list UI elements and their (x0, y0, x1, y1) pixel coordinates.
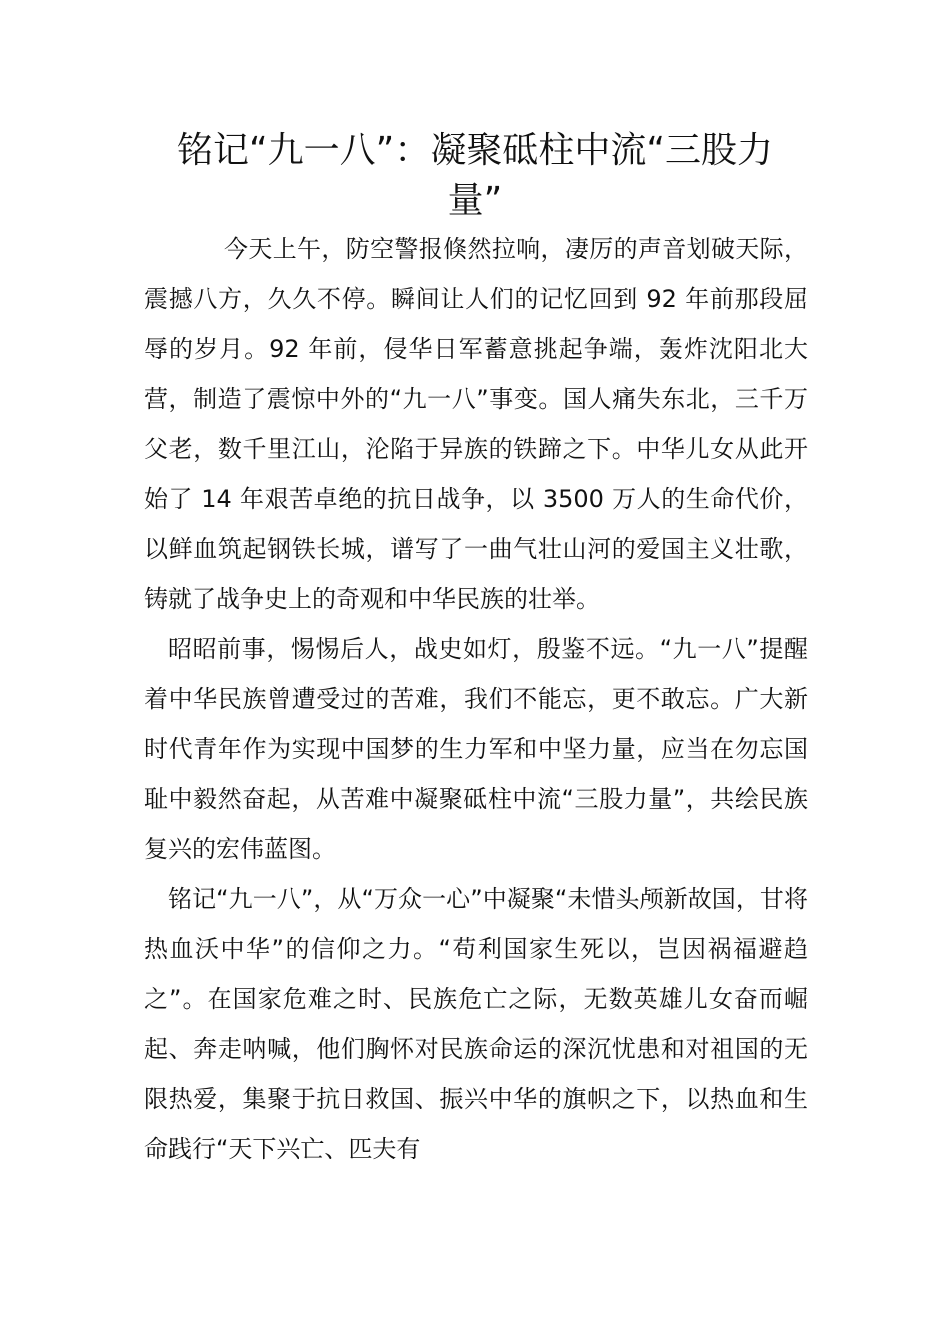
document-title: 铭记“九一八”：凝聚砥柱中流“三股力量” (177, 130, 773, 221)
paragraph-3: 铭记“九一八”，从“万众一心”中凝聚“未惜头颅新故国，甘将热血沃中华”的信仰之力。“苟利国家生死以，岂因祸福避趋之”。在国家危难之时、民族危亡之际，无数英雄儿女奋而崛起、奔走呐喊，他们胸怀对民族命运的深沉忧患和对祖国的无限热爱，集聚于抗日救国、振兴中华的旗帜之下，以热血和生命践行“天下兴亡、匹夫有 (144, 885, 808, 1163)
paragraph-2: 昭昭前事，惕惕后人，战史如灯，殷鉴不远。“九一八”提醒着中华民族曾遭受过的苦难，我们不能忘，更不敢忘。广大新时代青年作为实现中国梦的生力军和中坚力量，应当在勿忘国耻中毅然奋起，从苦难中凝聚砥柱中流“三股力量”，共绘民族复兴的宏伟蓝图。 (144, 635, 808, 863)
paragraph-1: 今天上午，防空警报倏然拉响，凄厉的声音划破天际，震撼八方，久久不停。瞬间让人们的记忆回到 92 年前那段屈辱的岁月。92 年前，侵华日军蓄意挑起争端，轰炸沈阳北大营，制造了震惊中外的“九一八”事变。国人痛失东北，三千万父老，数千里江山，沦陷于异族的铁蹄之下。中华儿女从此开始了 14 年艰苦卓绝的抗日战争，以 3500 万人的生命代价，以鲜血筑起钢铁长城，谱写了一曲气壮山河的爱国主义壮歌，铸就了战争史上的奇观和中华民族的壮举。 (144, 235, 808, 613)
document-body (144, 224, 808, 1174)
